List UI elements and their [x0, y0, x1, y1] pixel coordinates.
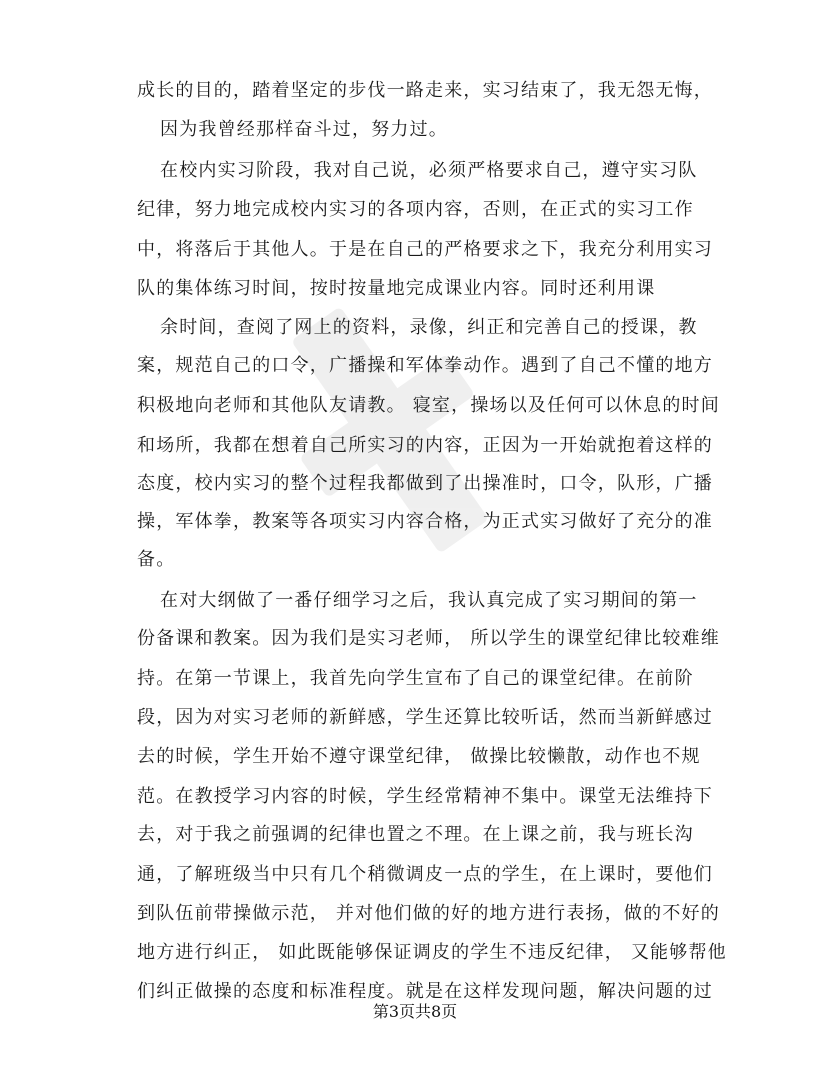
- body-text-line: 成长的目的，踏着坚定的步伐一路走来，实习结束了，我无怨无悔，: [137, 80, 713, 101]
- body-text-line: 积极地向老师和其他队友请教。 寝室，操场以及任何可以休息的时间: [137, 395, 720, 416]
- body-text-line: 因为我曾经那样奋斗过，努力过。: [160, 119, 448, 140]
- body-text-line: 段，因为对实习老师的新鲜感，学生还算比较听话，然而当新鲜感过: [137, 707, 713, 728]
- page-number: 第3页共8页: [372, 1002, 458, 1021]
- body-text-line: 持。在第一节课上，我首先向学生宣布了自己的课堂纪律。在前阶: [137, 668, 694, 689]
- body-text-line: 去，对于我之前强调的纪律也置之不理。在上课之前，我与班长沟: [137, 824, 694, 845]
- body-text-line: 操，军体拳，教案等各项实习内容合格，为正式实习做好了充分的准: [137, 511, 713, 532]
- body-text-line: 余时间，查阅了网上的资料，录像，纠正和完善自己的授课，教: [160, 317, 698, 338]
- body-text-line: 在校内实习阶段，我对自己说，必须严格要求自己，遵守实习队: [160, 160, 698, 181]
- body-text-line: 到队伍前带操做示范， 并对他们做的好的地方进行表扬，做的不好的: [137, 903, 720, 924]
- body-text-line: 案，规范自己的口令，广播操和军体拳动作。遇到了自己不懂的地方: [137, 355, 713, 376]
- body-text-line: 地方进行纠正， 如此既能够保证调皮的学生不违反纪律， 又能够帮他: [137, 942, 727, 963]
- body-text-line: 和场所，我都在想着自己所实习的内容，正因为一开始就抱着这样的: [137, 435, 713, 456]
- body-text-line: 通，了解班级当中只有几个稍微调皮一点的学生，在上课时，要他们: [137, 864, 713, 885]
- body-text-line: 备。: [137, 549, 176, 570]
- body-text-line: 去的时候，学生开始不遵守课堂纪律， 做操比较懒散，动作也不规: [137, 746, 701, 767]
- body-text-line: 范。在教授学习内容的时候，学生经常精神不集中。课堂无法维持下: [137, 786, 713, 807]
- body-text-line: 在对大纲做了一番仔细学习之后，我认真完成了实习期间的第一: [160, 590, 698, 611]
- body-text-line: 纪律，努力地完成校内实习的各项内容，否则，在正式的实习工作: [137, 199, 694, 220]
- body-text-line: 们纠正做操的态度和标准程度。就是在这样发现问题，解决问题的过: [137, 981, 713, 1002]
- body-text-line: 份备课和教案。因为我们是实习老师， 所以学生的课堂纪律比较难维: [137, 628, 720, 649]
- body-text-line: 中，将落后于其他人。于是在自己的严格要求之下，我充分利用实习: [137, 239, 713, 260]
- body-text-line: 态度，校内实习的整个过程我都做到了出操准时，口令，队形，广播: [137, 473, 713, 494]
- body-text-line: 队的集体练习时间，按时按量地完成课业内容。同时还利用课: [137, 278, 656, 299]
